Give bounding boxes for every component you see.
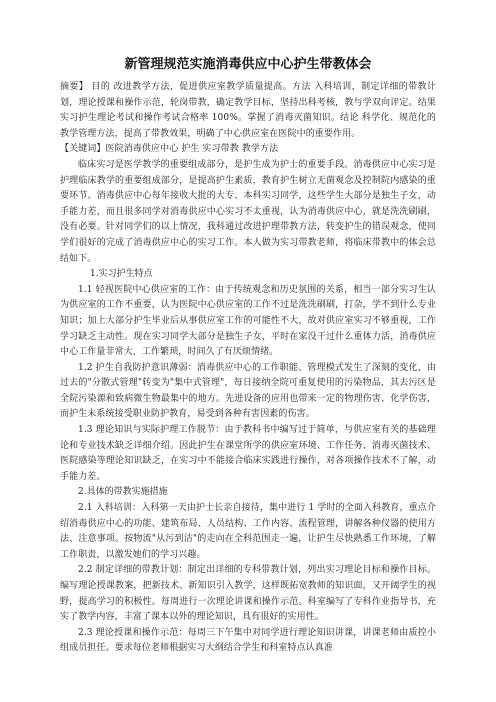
intro-paragraph: 临床实习是医学教学的重要组成部分，是护生成为护士的重要手段。消毒供应中心实习是护理临床教学的重要组成部分，是提高护生素质，教育护生树立无菌观念及控制院内感染的重要环节。消毒供应中心每年接收大批的大专、本科实习同学，这些学生大部分是独生子女，动手能力差，而且很多同学对消毒供应中心实习不太重视，认为消毒供应中心，就是洗洗刷刷，没有必要。针对同学们的以上情况，我科通过改进护理带教方法，转变护生的错误观念，使同学们很好的完成了消毒供应中心的实习工作。本人做为实习带教老师，将临床带教中的体会总结如下。 (60, 159, 436, 264)
document-title: 新管理规范实施消毒供应中心护生带教体会 (124, 57, 372, 72)
section-1-heading: 1.实习护生特点 (90, 269, 153, 280)
abstract-paragraph: 摘要】 目的 改进教学方法，促进供应室教学质量提高。方法 入科培训，制定详细的带教计划，理论授课和操作示范，轮岗带教，确定教学目标，坚持出科考核，教与学双向评定。结果 实习护生理论考试和操作考试合格率 100%。掌握了消毒灭菌知识。结论 科学化、规范化的教学管理方法，提高了带教效果，明确了中心供应室在医院中的重要作用。 (60, 82, 436, 139)
section-2-2-paragraph: 2.2 制定详细的带教计划：制定出详细的专科带教计划，列出实习理论目标和操作目标。编写理论授课教案，把新技术、新知识引入教学，这样既拓宽教师的知识面，又开阔学生的视野，提高学习的积极性。每周进行一次理论讲课和操作示范。科室编写了专科作业指导书，充实了教学内容，丰富了课本以外的理论知识，具有很好的实用性。 (60, 565, 436, 623)
section-1-2-paragraph: 1.2 护生自我防护意识薄弱：消毒供应中心的工作职能、管理模式发生了深刻的变化，由过去的"分散式管理"转变为"集中式管理"，每日接纳全院可重复使用的污染物品，其去污区是全院污染源和致病微生物最集中的地方。先进设备的应用也带来一定的物理伤害、化学伤害，而护生未系统接受职业防护教育，易受到各种有害因素的伤害。 (60, 362, 436, 420)
section-2-heading: 2.具体的带教实施措施 (78, 487, 168, 498)
section-2-3-paragraph: 2.3 理论授课和操作示范：每周三下午集中对同学进行理论知识讲课，讲课老师由质控小组成员担任。要求每位老师根据实习大纲结合学生和科室特点认真准 (60, 627, 436, 654)
keywords-line: 【关键词】医院消毒供应中心 护生 实习带教 教学方法 (60, 144, 279, 155)
section-2-1-paragraph: 2.1 入科培训：入科第一天由护士长亲自接待，集中进行 1 学时的全面入科教育，重点介绍消毒供应中心的功能、建筑布局、人员结构、工作内容、流程管理，讲解各种仪器的使用方法、注意事项。按物流"从污到洁"的走向在全科范围走一遍，让护生尽快熟悉工作环境，了解工作职责，以激发她们的学习兴趣。 (60, 503, 436, 560)
section-1-1-paragraph: 1.1 轻视医院中心供应室的工作：由于传统观念和历史氛围的关系，相当一部分实习生认为供应室的工作不重要，认为医院中心供应室的工作不过是洗洗刷刷，打杂，学不到什么专业知识；加上大部分护生毕业后从事供应室工作的可能性不大，故对供应室实习不够重视，工作学习缺乏主动性。现在实习同学大部分是独生子女，平时在家没干过什么重体力活，消毒供应中心工作量非常大，工作繁琐，时间久了有厌烦情绪。 (60, 284, 436, 358)
section-1-3-paragraph: 1.3 理论知识与实际护理工作脱节：由于教科书中编写过于简单，与供应室有关的基础理论和专业技术缺乏详细介绍。因此护生在课堂所学的供应室环境、工作任务、消毒灭菌技术、医院感染等理论知识缺乏，在实习中不能接合临床实践进行操作，对各项操作技术不了解，动手能力差。 (60, 425, 436, 482)
